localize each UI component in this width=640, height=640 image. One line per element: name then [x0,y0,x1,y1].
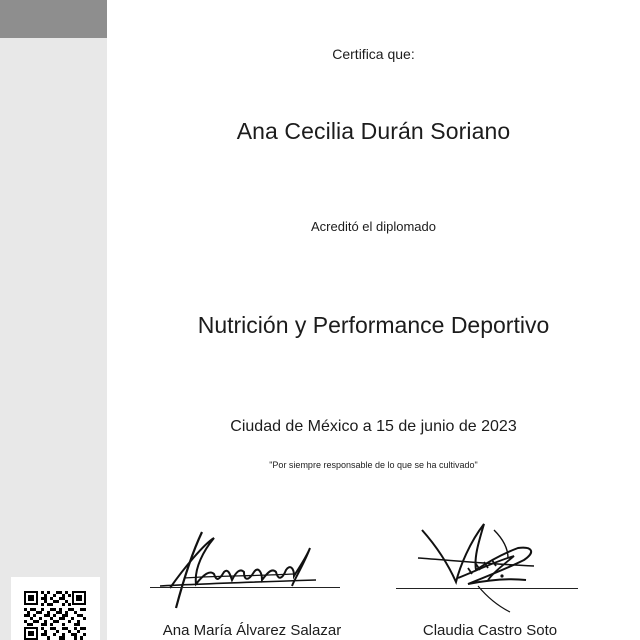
signature-right [398,508,580,613]
handwritten-signature-right [398,508,580,613]
left-sidebar-band [0,0,107,640]
sidebar-top-accent [0,0,107,38]
program-title: Nutrición y Performance Deportivo [197,312,550,338]
achievement-text: Acreditó el diplomado [310,219,437,234]
place-and-date: Ciudad de México a 15 de junio de 2023 [230,418,517,435]
signatory-name-right: Claudia Castro Soto [422,622,558,639]
recipient-name: Ana Cecilia Durán Soriano [236,118,511,144]
handwritten-signature-left [144,508,326,613]
signature-left [144,508,326,613]
signatory-name-left: Ana María Álvarez Salazar [162,622,342,639]
qr-code-panel [11,577,100,640]
signature-line-left [150,587,340,588]
certifies-intro: Certifica que: [332,46,415,62]
signature-line-right [396,588,578,589]
motto: "Por siempre responsable de lo que se ha cultivado" [269,460,478,470]
qr-code-icon [24,591,86,640]
